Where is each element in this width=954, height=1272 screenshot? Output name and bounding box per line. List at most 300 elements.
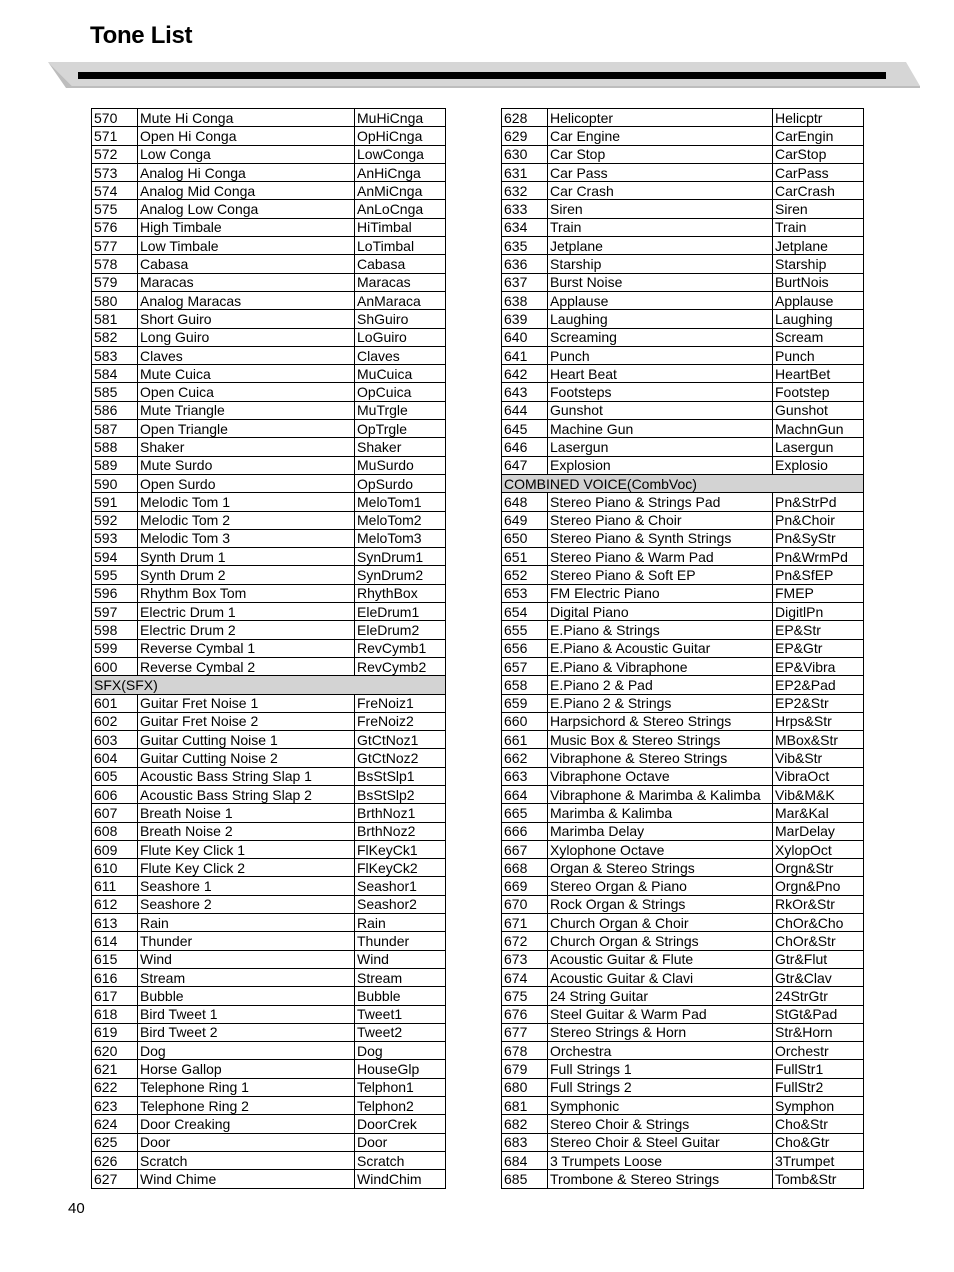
tone-number-cell: 585: [92, 383, 138, 401]
table-row: [92, 987, 446, 1005]
tone-table-right-body: [502, 109, 864, 1189]
section-title: COMBINED VOICE(CombVoc): [502, 474, 864, 492]
table-row: [502, 657, 864, 675]
table-row: [92, 712, 446, 730]
table-row: [502, 859, 864, 877]
tone-number-cell: 673: [502, 950, 548, 968]
table-row: [92, 474, 446, 492]
tone-short-name-cell: Hrps&Str: [773, 712, 864, 730]
tone-number-cell: 597: [92, 603, 138, 621]
tone-number-cell: 669: [502, 877, 548, 895]
table-row: [92, 968, 446, 986]
tone-short-name-cell: Cabasa: [355, 255, 446, 273]
table-row: [502, 840, 864, 858]
table-row: [502, 237, 864, 255]
tone-number-cell: 606: [92, 785, 138, 803]
tone-name-cell: Footsteps: [548, 383, 773, 401]
table-row: [502, 1005, 864, 1023]
tone-short-name-cell: MuSurdo: [355, 456, 446, 474]
tone-name-cell: High Timbale: [138, 218, 355, 236]
tone-short-name-cell: Gunshot: [773, 401, 864, 419]
tone-number-cell: 575: [92, 200, 138, 218]
tone-number-cell: 625: [92, 1133, 138, 1151]
tone-short-name-cell: Pn&WrmPd: [773, 548, 864, 566]
tone-short-name-cell: BurtNois: [773, 273, 864, 291]
tone-number-cell: 661: [502, 731, 548, 749]
table-row: [502, 621, 864, 639]
tone-name-cell: Vibraphone & Marimba & Kalimba: [548, 785, 773, 803]
tone-name-cell: Seashore 1: [138, 877, 355, 895]
tone-name-cell: Rock Organ & Strings: [548, 895, 773, 913]
tone-short-name-cell: Seashor2: [355, 895, 446, 913]
table-row: [92, 511, 446, 529]
tone-number-cell: 644: [502, 401, 548, 419]
tone-name-cell: Burst Noise: [548, 273, 773, 291]
tone-number-cell: 653: [502, 584, 548, 602]
tone-number-cell: 652: [502, 566, 548, 584]
tone-name-cell: Open Surdo: [138, 474, 355, 492]
tone-name-cell: Mute Hi Conga: [138, 109, 355, 127]
tone-name-cell: E.Piano 2 & Pad: [548, 676, 773, 694]
tone-name-cell: Acoustic Bass String Slap 1: [138, 767, 355, 785]
table-row: [502, 694, 864, 712]
tone-short-name-cell: Pn&SfEP: [773, 566, 864, 584]
section-header-row: [92, 676, 446, 694]
table-row: [92, 255, 446, 273]
tone-number-cell: 609: [92, 840, 138, 858]
tone-short-name-cell: WindChim: [355, 1170, 446, 1188]
tone-name-cell: Breath Noise 2: [138, 822, 355, 840]
table-row: [92, 548, 446, 566]
tone-short-name-cell: 3Trumpet: [773, 1151, 864, 1169]
tone-short-name-cell: FMEP: [773, 584, 864, 602]
tone-name-cell: Wind: [138, 950, 355, 968]
tone-number-cell: 601: [92, 694, 138, 712]
tone-number-cell: 670: [502, 895, 548, 913]
table-row: [92, 694, 446, 712]
tone-short-name-cell: Helicptr: [773, 109, 864, 127]
table-row: [502, 987, 864, 1005]
table-row: [92, 420, 446, 438]
tone-name-cell: Flute Key Click 2: [138, 859, 355, 877]
tone-short-name-cell: BsStSlp1: [355, 767, 446, 785]
table-row: [502, 1151, 864, 1169]
tone-short-name-cell: ChOr&Cho: [773, 914, 864, 932]
tone-short-name-cell: AnHiCnga: [355, 163, 446, 181]
tone-name-cell: Cabasa: [138, 255, 355, 273]
tone-short-name-cell: FullStr2: [773, 1078, 864, 1096]
table-row: [92, 950, 446, 968]
tone-name-cell: Melodic Tom 2: [138, 511, 355, 529]
tone-number-cell: 676: [502, 1005, 548, 1023]
tone-number-cell: 571: [92, 127, 138, 145]
table-row: [92, 346, 446, 364]
tone-number-cell: 636: [502, 255, 548, 273]
tone-number-cell: 635: [502, 237, 548, 255]
table-row: [502, 584, 864, 602]
tone-short-name-cell: MeloTom2: [355, 511, 446, 529]
table-row: [92, 731, 446, 749]
tone-short-name-cell: Symphon: [773, 1097, 864, 1115]
tone-short-name-cell: SynDrum1: [355, 548, 446, 566]
tone-name-cell: Marimba & Kalimba: [548, 804, 773, 822]
tone-name-cell: Analog Hi Conga: [138, 163, 355, 181]
table-row: [502, 200, 864, 218]
tone-short-name-cell: RevCymb1: [355, 639, 446, 657]
table-row: [92, 163, 446, 181]
tone-name-cell: Car Crash: [548, 182, 773, 200]
tone-number-cell: 681: [502, 1097, 548, 1115]
tone-number-cell: 582: [92, 328, 138, 346]
table-row: [502, 511, 864, 529]
tone-name-cell: Stereo Piano & Synth Strings: [548, 529, 773, 547]
table-row: [502, 1042, 864, 1060]
table-row: [92, 895, 446, 913]
table-row: [92, 840, 446, 858]
tone-short-name-cell: ChOr&Str: [773, 932, 864, 950]
tone-name-cell: Mute Surdo: [138, 456, 355, 474]
tone-short-name-cell: StGt&Pad: [773, 1005, 864, 1023]
table-row: [92, 1060, 446, 1078]
section-header-row: [502, 474, 864, 492]
tone-number-cell: 599: [92, 639, 138, 657]
tone-name-cell: Stereo Organ & Piano: [548, 877, 773, 895]
table-row: [502, 712, 864, 730]
tone-name-cell: 3 Trumpets Loose: [548, 1151, 773, 1169]
tone-short-name-cell: Train: [773, 218, 864, 236]
tone-number-cell: 641: [502, 346, 548, 364]
table-row: [502, 676, 864, 694]
tone-number-cell: 658: [502, 676, 548, 694]
table-row: [92, 566, 446, 584]
table-row: [502, 383, 864, 401]
tone-number-cell: 586: [92, 401, 138, 419]
table-row: [92, 200, 446, 218]
tone-name-cell: Music Box & Stereo Strings: [548, 731, 773, 749]
tone-name-cell: Guitar Fret Noise 1: [138, 694, 355, 712]
tone-number-cell: 633: [502, 200, 548, 218]
tone-short-name-cell: Laughing: [773, 310, 864, 328]
table-row: [92, 383, 446, 401]
table-row: [92, 1023, 446, 1041]
table-row: [92, 1097, 446, 1115]
table-row: [502, 346, 864, 364]
tone-number-cell: 656: [502, 639, 548, 657]
tone-name-cell: Wind Chime: [138, 1170, 355, 1188]
table-row: [92, 218, 446, 236]
tone-short-name-cell: Orchestr: [773, 1042, 864, 1060]
table-row: [92, 1078, 446, 1096]
tone-number-cell: 677: [502, 1023, 548, 1041]
tone-name-cell: Machine Gun: [548, 420, 773, 438]
tone-short-name-cell: BrthNoz2: [355, 822, 446, 840]
tone-short-name-cell: EP&Str: [773, 621, 864, 639]
tone-name-cell: Steel Guitar & Warm Pad: [548, 1005, 773, 1023]
tone-short-name-cell: CarCrash: [773, 182, 864, 200]
tone-number-cell: 664: [502, 785, 548, 803]
tone-name-cell: Short Guiro: [138, 310, 355, 328]
tone-table-left-body: [92, 109, 446, 1189]
tone-name-cell: Vibraphone Octave: [548, 767, 773, 785]
tone-number-cell: 579: [92, 273, 138, 291]
table-row: [92, 310, 446, 328]
table-row: [502, 145, 864, 163]
table-row: [92, 767, 446, 785]
tone-short-name-cell: Punch: [773, 346, 864, 364]
table-row: [92, 822, 446, 840]
tone-name-cell: Seashore 2: [138, 895, 355, 913]
tone-name-cell: Church Organ & Choir: [548, 914, 773, 932]
table-row: [92, 328, 446, 346]
tone-number-cell: 619: [92, 1023, 138, 1041]
table-row: [502, 785, 864, 803]
table-row: [502, 218, 864, 236]
tone-name-cell: E.Piano & Acoustic Guitar: [548, 639, 773, 657]
table-row: [92, 1170, 446, 1188]
tone-short-name-cell: Cho&Gtr: [773, 1133, 864, 1151]
tone-short-name-cell: Thunder: [355, 932, 446, 950]
tone-number-cell: 645: [502, 420, 548, 438]
tone-number-cell: 610: [92, 859, 138, 877]
table-row: [502, 895, 864, 913]
tone-short-name-cell: Starship: [773, 255, 864, 273]
tone-short-name-cell: MuCuica: [355, 365, 446, 383]
tone-number-cell: 632: [502, 182, 548, 200]
page-number: 40: [68, 1200, 85, 1217]
tone-short-name-cell: MarDelay: [773, 822, 864, 840]
tone-short-name-cell: GtCtNoz1: [355, 731, 446, 749]
table-row: [502, 493, 864, 511]
table-row: [502, 255, 864, 273]
tone-short-name-cell: Pn&StrPd: [773, 493, 864, 511]
table-row: [502, 365, 864, 383]
tone-short-name-cell: Shaker: [355, 438, 446, 456]
tone-name-cell: Full Strings 2: [548, 1078, 773, 1096]
table-row: [92, 109, 446, 127]
tone-number-cell: 621: [92, 1060, 138, 1078]
tone-short-name-cell: AnMaraca: [355, 291, 446, 309]
tone-number-cell: 674: [502, 968, 548, 986]
table-row: [502, 1170, 864, 1188]
tone-number-cell: 683: [502, 1133, 548, 1151]
tone-name-cell: Marimba Delay: [548, 822, 773, 840]
tone-name-cell: Vibraphone & Stereo Strings: [548, 749, 773, 767]
tone-name-cell: Gunshot: [548, 401, 773, 419]
table-row: [92, 438, 446, 456]
tone-number-cell: 634: [502, 218, 548, 236]
tone-number-cell: 654: [502, 603, 548, 621]
tone-name-cell: Analog Mid Conga: [138, 182, 355, 200]
table-row: [502, 1060, 864, 1078]
table-row: [92, 1151, 446, 1169]
tone-number-cell: 663: [502, 767, 548, 785]
tone-number-cell: 576: [92, 218, 138, 236]
tone-short-name-cell: Scratch: [355, 1151, 446, 1169]
tone-short-name-cell: Scream: [773, 328, 864, 346]
tone-number-cell: 577: [92, 237, 138, 255]
tone-number-cell: 620: [92, 1042, 138, 1060]
tone-number-cell: 595: [92, 566, 138, 584]
tone-name-cell: Open Cuica: [138, 383, 355, 401]
table-row: [92, 365, 446, 383]
tone-name-cell: Electric Drum 2: [138, 621, 355, 639]
tone-number-cell: 590: [92, 474, 138, 492]
tone-short-name-cell: EP&Gtr: [773, 639, 864, 657]
tone-name-cell: Stereo Strings & Horn: [548, 1023, 773, 1041]
tone-short-name-cell: Footstep: [773, 383, 864, 401]
tone-short-name-cell: HouseGlp: [355, 1060, 446, 1078]
tone-number-cell: 657: [502, 657, 548, 675]
tone-name-cell: Bird Tweet 1: [138, 1005, 355, 1023]
table-row: [502, 804, 864, 822]
tone-name-cell: Long Guiro: [138, 328, 355, 346]
tone-number-cell: 651: [502, 548, 548, 566]
tone-short-name-cell: Orgn&Pno: [773, 877, 864, 895]
tone-name-cell: Guitar Cutting Noise 1: [138, 731, 355, 749]
table-row: [502, 109, 864, 127]
tone-name-cell: Door: [138, 1133, 355, 1151]
table-row: [92, 1042, 446, 1060]
tone-name-cell: E.Piano 2 & Strings: [548, 694, 773, 712]
tone-name-cell: Shaker: [138, 438, 355, 456]
tone-number-cell: 643: [502, 383, 548, 401]
tone-name-cell: Thunder: [138, 932, 355, 950]
tone-short-name-cell: Gtr&Flut: [773, 950, 864, 968]
tone-name-cell: Low Timbale: [138, 237, 355, 255]
tone-number-cell: 650: [502, 529, 548, 547]
tone-short-name-cell: OpCuica: [355, 383, 446, 401]
tone-name-cell: Mute Cuica: [138, 365, 355, 383]
tone-name-cell: Analog Maracas: [138, 291, 355, 309]
tone-name-cell: Full Strings 1: [548, 1060, 773, 1078]
tone-short-name-cell: RkOr&Str: [773, 895, 864, 913]
tone-short-name-cell: EP2&Str: [773, 694, 864, 712]
table-row: [502, 1115, 864, 1133]
tone-name-cell: Laughing: [548, 310, 773, 328]
tone-name-cell: Applause: [548, 291, 773, 309]
tone-name-cell: Car Engine: [548, 127, 773, 145]
table-row: [92, 657, 446, 675]
tone-name-cell: Orchestra: [548, 1042, 773, 1060]
tone-name-cell: FM Electric Piano: [548, 584, 773, 602]
tone-number-cell: 638: [502, 291, 548, 309]
tone-short-name-cell: Bubble: [355, 987, 446, 1005]
table-row: [92, 182, 446, 200]
tone-short-name-cell: Rain: [355, 914, 446, 932]
tone-name-cell: Rhythm Box Tom: [138, 584, 355, 602]
tone-number-cell: 602: [92, 712, 138, 730]
table-row: [502, 291, 864, 309]
table-row: [92, 529, 446, 547]
tone-name-cell: Synth Drum 1: [138, 548, 355, 566]
table-row: [92, 237, 446, 255]
tone-number-cell: 584: [92, 365, 138, 383]
tone-short-name-cell: EleDrum2: [355, 621, 446, 639]
tone-name-cell: Low Conga: [138, 145, 355, 163]
tone-number-cell: 662: [502, 749, 548, 767]
tone-short-name-cell: RhythBox: [355, 584, 446, 602]
tone-short-name-cell: RevCymb2: [355, 657, 446, 675]
tone-name-cell: Harpsichord & Stereo Strings: [548, 712, 773, 730]
tone-name-cell: Guitar Cutting Noise 2: [138, 749, 355, 767]
table-row: [92, 291, 446, 309]
tone-short-name-cell: Telphon2: [355, 1097, 446, 1115]
tone-number-cell: 607: [92, 804, 138, 822]
table-row: [92, 401, 446, 419]
tone-number-cell: 672: [502, 932, 548, 950]
tone-short-name-cell: CarStop: [773, 145, 864, 163]
table-row: [92, 493, 446, 511]
tone-short-name-cell: DigitlPn: [773, 603, 864, 621]
tone-number-cell: 665: [502, 804, 548, 822]
tone-name-cell: Stereo Piano & Soft EP: [548, 566, 773, 584]
tone-short-name-cell: BrthNoz1: [355, 804, 446, 822]
tone-short-name-cell: OpTrgle: [355, 420, 446, 438]
tone-name-cell: Scratch: [138, 1151, 355, 1169]
tone-name-cell: Melodic Tom 1: [138, 493, 355, 511]
table-row: [92, 859, 446, 877]
table-row: [92, 584, 446, 602]
tone-number-cell: 667: [502, 840, 548, 858]
tone-short-name-cell: HeartBet: [773, 365, 864, 383]
tone-short-name-cell: Tweet1: [355, 1005, 446, 1023]
table-row: [92, 639, 446, 657]
tone-name-cell: Acoustic Guitar & Flute: [548, 950, 773, 968]
header-band: [40, 58, 920, 98]
table-row: [502, 310, 864, 328]
tone-number-cell: 622: [92, 1078, 138, 1096]
table-row: [502, 914, 864, 932]
table-row: [92, 804, 446, 822]
table-row: [502, 767, 864, 785]
tone-short-name-cell: Door: [355, 1133, 446, 1151]
tone-name-cell: Screaming: [548, 328, 773, 346]
tone-number-cell: 646: [502, 438, 548, 456]
tone-short-name-cell: Telphon1: [355, 1078, 446, 1096]
tone-short-name-cell: SynDrum2: [355, 566, 446, 584]
tone-name-cell: E.Piano & Vibraphone: [548, 657, 773, 675]
tone-name-cell: Car Stop: [548, 145, 773, 163]
page-title: Tone List: [90, 22, 193, 49]
tone-short-name-cell: FreNoiz2: [355, 712, 446, 730]
tone-short-name-cell: MeloTom1: [355, 493, 446, 511]
tone-short-name-cell: EP&Vibra: [773, 657, 864, 675]
tone-number-cell: 675: [502, 987, 548, 1005]
tone-table-left: [91, 108, 446, 1189]
tone-short-name-cell: XylopOct: [773, 840, 864, 858]
tone-short-name-cell: Tomb&Str: [773, 1170, 864, 1188]
table-row: [92, 273, 446, 291]
tone-short-name-cell: Orgn&Str: [773, 859, 864, 877]
table-row: [502, 822, 864, 840]
tone-short-name-cell: Pn&Choir: [773, 511, 864, 529]
table-row: [502, 529, 864, 547]
table-row: [502, 182, 864, 200]
tone-name-cell: Reverse Cymbal 2: [138, 657, 355, 675]
tone-short-name-cell: Explosio: [773, 456, 864, 474]
tone-name-cell: Stereo Choir & Strings: [548, 1115, 773, 1133]
tone-short-name-cell: Seashor1: [355, 877, 446, 895]
tone-name-cell: Church Organ & Strings: [548, 932, 773, 950]
table-row: [502, 1133, 864, 1151]
table-row: [502, 401, 864, 419]
tone-number-cell: 666: [502, 822, 548, 840]
tone-short-name-cell: FlKeyCk2: [355, 859, 446, 877]
tone-number-cell: 630: [502, 145, 548, 163]
tone-name-cell: Flute Key Click 1: [138, 840, 355, 858]
tone-short-name-cell: CarPass: [773, 163, 864, 181]
tone-number-cell: 598: [92, 621, 138, 639]
